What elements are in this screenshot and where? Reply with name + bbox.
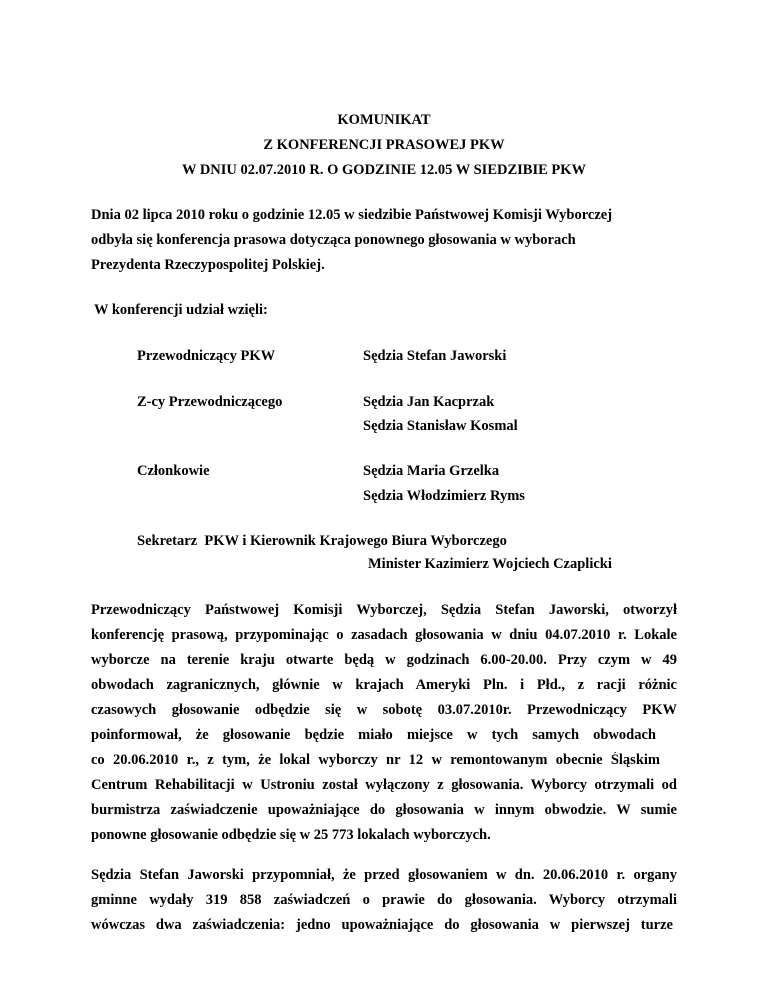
paragraph-1-line: poinformował, że głosowanie będzie miało miejsce w tych samych obwodach xyxy=(91,727,656,743)
paragraph-1-line: Przewodniczący Państwowej Komisji Wyborczej, Sędzia Stefan Jaworski, otworzył xyxy=(91,602,677,618)
members-role: Członkowie xyxy=(137,463,210,479)
paragraph-1-line: co 20.06.2010 r., z tym, że lokal wyborczy nr 12 w remontowanym obecnie Śląskim xyxy=(91,752,660,768)
paragraph-1-line: Centrum Rehabilitacji w Ustroniu został wyłączony z głosowania. Wyborcy otrzymali od xyxy=(91,777,677,793)
heading-komunikat: KOMUNIKAT xyxy=(337,112,431,128)
paragraph-1-line: wyborcze na terenie kraju otwarte będą w godzinach 6.00-20.00. Przy czym w 49 xyxy=(91,652,677,668)
paragraph-1-line: konferencję prasową, przypominając o zasadach głosowania w dniu 04.07.2010 r. Lokale xyxy=(91,627,677,643)
paragraph-1-line: czasowych głosowanie odbędzie się w sobotę 03.07.2010r. Przewodniczący PKW xyxy=(91,702,677,718)
paragraph-1-line: ponowne głosowanie odbędzie się w 25 773 lokalach wyborczych. xyxy=(91,827,491,843)
heading-date-line: W DNIU 02.07.2010 R. O GODZINIE 12.05 W SIEDZIBIE PKW xyxy=(181,162,587,178)
deputy-name-1: Sędzia Jan Kacprzak xyxy=(363,394,495,410)
participants-heading: W konferencji udział wzięli: xyxy=(94,302,268,318)
intro-line-1: Dnia 02 lipca 2010 roku o godzinie 12.05 w siedzibie Państwowej Komisji Wyborczej xyxy=(91,207,613,223)
member-name-2: Sędzia Włodzimierz Ryms xyxy=(363,488,525,504)
paragraph-2-line: Sędzia Stefan Jaworski przypomniał, że przed głosowaniem w dn. 20.06.2010 r. organy xyxy=(91,867,677,883)
secretary-name: Minister Kazimierz Wojciech Czaplicki xyxy=(368,556,612,572)
heading-subtitle: Z KONFERENCJI PRASOWEJ PKW xyxy=(263,137,505,153)
intro-line-3: Prezydenta Rzeczypospolitej Polskiej. xyxy=(91,257,325,273)
secretary-role: Sekretarz PKW i Kierownik Krajowego Biura Wyborczego xyxy=(137,533,507,549)
intro-line-2: odbyła się konferencja prasowa dotycząca ponownego głosowania w wyborach xyxy=(91,232,576,248)
member-name-1: Sędzia Maria Grzelka xyxy=(363,463,500,479)
chair-name: Sędzia Stefan Jaworski xyxy=(363,348,507,364)
chair-role: Przewodniczący PKW xyxy=(137,348,276,364)
paragraph-2-line: gminne wydały 319 858 zaświadczeń o prawie do głosowania. Wyborcy otrzymali xyxy=(91,892,677,908)
deputies-role: Z-cy Przewodniczącego xyxy=(137,394,283,410)
paragraph-1-line: obwodach zagranicznych, głównie w krajach Ameryki Pln. i Płd., z racji różnic xyxy=(91,677,677,693)
deputy-name-2: Sędzia Stanisław Kosmal xyxy=(363,418,518,434)
paragraph-2-line: wówczas dwa zaświadczenia: jedno upoważniające do głosowania w pierwszej turze xyxy=(91,917,673,933)
paragraph-1-line: burmistrza zaświadczenie upoważniające do głosowania w innym obwodzie. W sumie xyxy=(91,802,677,818)
